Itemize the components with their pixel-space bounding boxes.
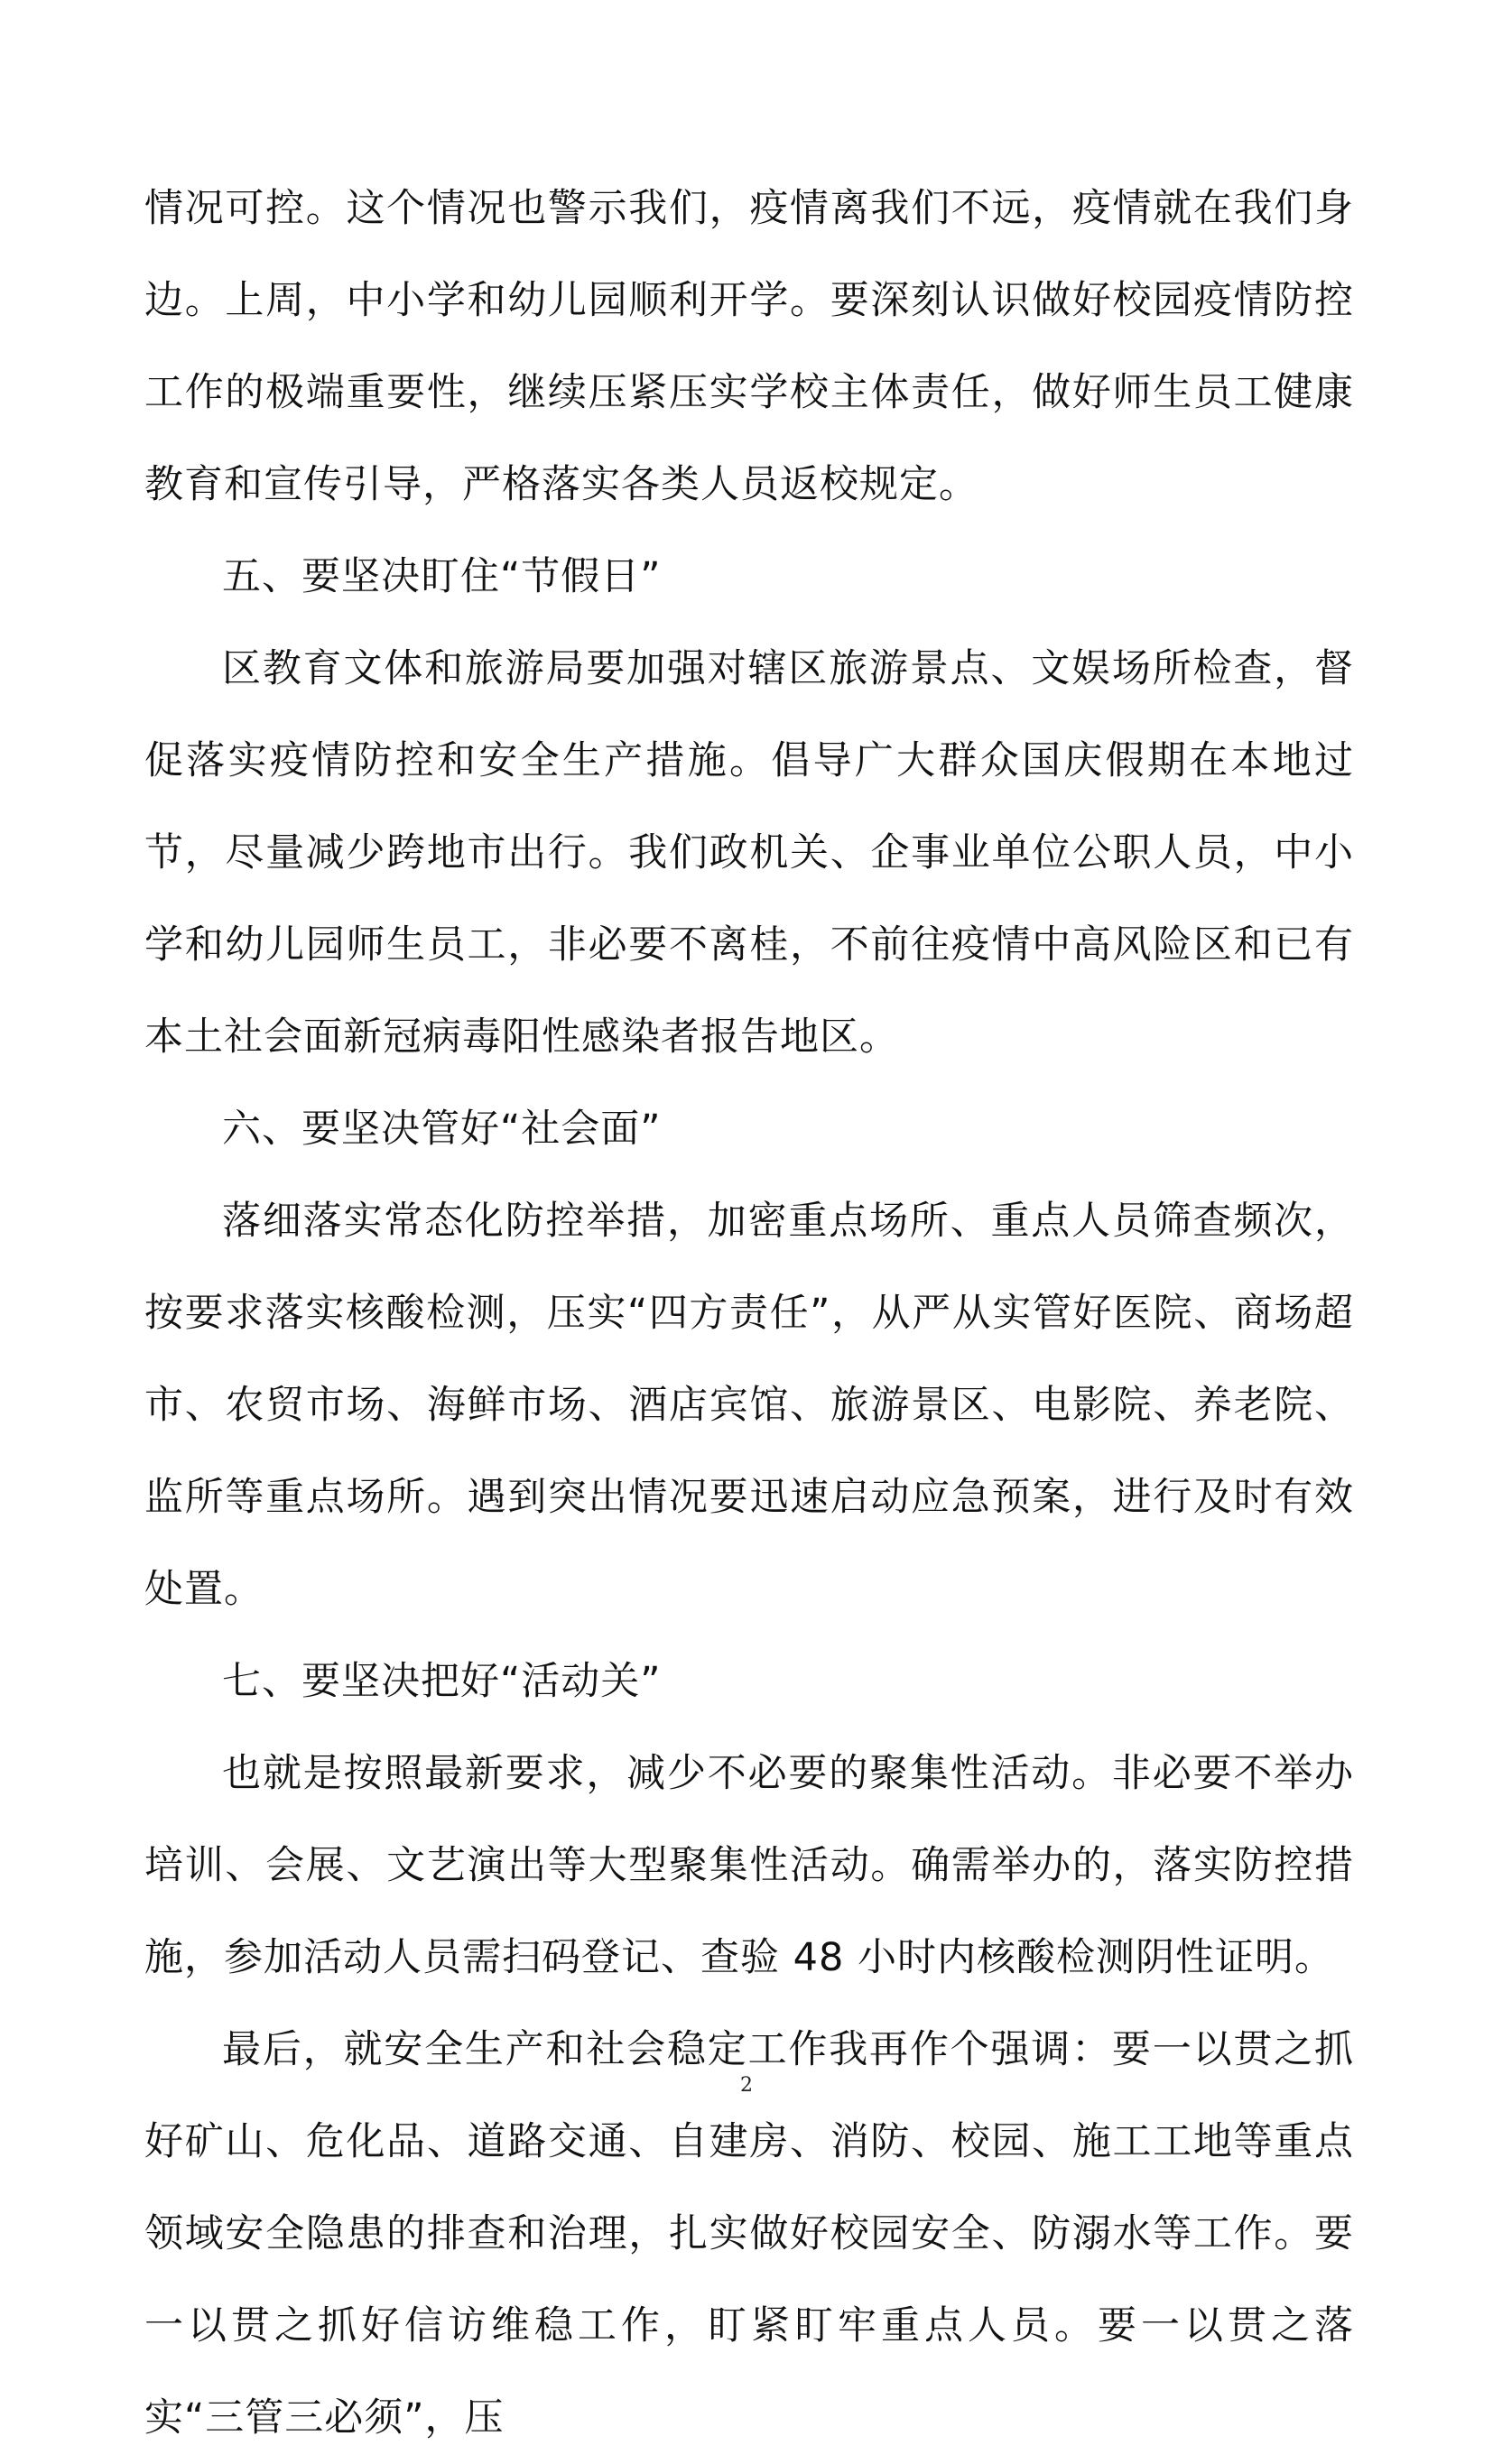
body-paragraph: 也就是按照最新要求，减少不必要的聚集性活动。非必要不举办培训、会展、文艺演出等大型聚集性活动。确需举办的，落实防控措施，参加活动人员需扫码登记、查验 48 小时内核酸检测阴性证明。 [144,1751,1354,1980]
section-heading: 五、要坚决盯住“节假日” [222,554,662,599]
document-body [144,162,1354,2464]
section-heading: 七、要坚决把好“活动关” [222,1659,662,1704]
section-heading: 六、要坚决管好“社会面” [222,1107,662,1152]
page-number: 2 [740,2074,753,2097]
body-paragraph: 最后，就安全生产和社会稳定工作我再作个强调：要一以贯之抓好矿山、危化品、道路交通、自建房、消防、校园、施工工地等重点领域安全隐患的排查和治理，扎实做好校园安全、防溺水等工作。要一以贯之抓好信访维稳工作，盯紧盯牢重点人员。要一以贯之落实“三管三必须”，压 [144,2027,1354,2441]
body-paragraph: 落细落实常态化防控举措，加密重点场所、重点人员筛查频次，按要求落实核酸检测，压实“四方责任”，从严从实管好医院、商场超市、农贸市场、海鲜市场、酒店宾馆、旅游景区、电影院、养老院、监所等重点场所。遇到突出情况要迅速启动应急预案，进行及时有效处置。 [144,1199,1354,1612]
body-paragraph: 区教育文体和旅游局要加强对辖区旅游景点、文娱场所检查，督促落实疫情防控和安全生产措施。倡导广大群众国庆假期在本地过节，尽量减少跨地市出行。我们政机关、企事业单位公职人员，中小学和幼儿园师生员工，非必要不离桂，不前往疫情中高风险区和已有本土社会面新冠病毒阳性感染者报告地区。 [144,646,1354,1060]
body-paragraph: 情况可控。这个情况也警示我们，疫情离我们不远，疫情就在我们身边。上周，中小学和幼儿园顺利开学。要深刻认识做好校园疫情防控工作的极端重要性，继续压紧压实学校主体责任，做好师生员工健康教育和宣传引导，严格落实各类人员返校规定。 [144,186,1354,507]
